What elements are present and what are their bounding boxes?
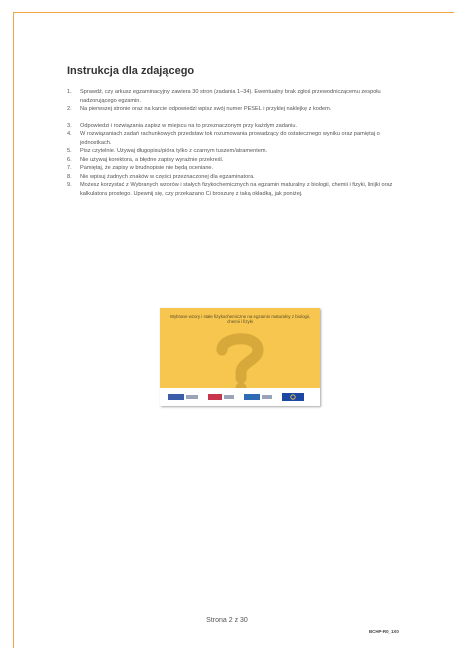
- list-item: [67, 173, 397, 182]
- item-number: 7.: [67, 165, 72, 171]
- list-item: [67, 164, 397, 173]
- item-text: W rozwiązaniach zadań rachunkowych przedstaw tok rozumowania prowadzący do ostatecznego wyniku oraz pamiętaj o jednostkach.: [80, 131, 380, 146]
- item-text: Pisz czytelnie. Używaj długopisu/pióra tylko z czarnym tuszem/atramentem.: [80, 148, 268, 154]
- page-number: Strona 2 z 30: [206, 617, 248, 624]
- item-text: Nie używaj korektora, a błędne zapisy wyraźnie przekreśl.: [80, 156, 224, 163]
- list-item: [67, 130, 397, 147]
- brochure-cover-image: [160, 308, 320, 406]
- list-item: [67, 105, 397, 114]
- item-number: 9.: [67, 182, 72, 188]
- item-number: 4.: [67, 131, 72, 137]
- list-item: [67, 147, 397, 156]
- list-item: [67, 181, 397, 198]
- funding-logos-icon: [160, 388, 320, 406]
- item-text: Odpowiedzi i rozwiązania zapisz w miejscu na to przeznaczonym przy każdym zadaniu.: [80, 122, 298, 129]
- item-text: Nie wpisuj żadnych znaków w części przeznaczonej dla egzaminatora.: [80, 173, 255, 180]
- item-text: Pamiętaj, że zapisy w brudnopisie nie będą oceniane.: [80, 165, 214, 171]
- list-item: [67, 88, 397, 105]
- page-title: Instrukcja dla zdającego: [67, 65, 195, 77]
- item-number: 8.: [67, 173, 72, 180]
- list-spacer: [67, 114, 397, 122]
- list-item: [67, 156, 397, 165]
- brochure-logo-strip: [160, 388, 320, 406]
- item-text: Możesz korzystać z Wybranych wzorów i stałych fizykochemicznych na egzamin maturalny z biologii, chemii i fizyki, linijki oraz kalkulatora prostego. Upewnij się, czy przekazano Ci broszurę z taką okładką, jak poniżej.: [80, 182, 393, 197]
- item-number: 6.: [67, 156, 72, 163]
- item-number: 1.: [67, 89, 72, 95]
- brochure-title: Wybrane wzory i stałe fizykochemiczne na egzamin maturalny z biologii, chemii i fizyki: [169, 314, 311, 325]
- item-text: Na pierwszej stronie oraz na karcie odpowiedzi wpisz swój numer PESEL i przyklej naklejkę z kodem.: [80, 106, 332, 112]
- item-number: 2.: [67, 106, 72, 112]
- item-number: 3.: [67, 122, 72, 129]
- document-code: BCHP-R0_1X0: [369, 629, 399, 634]
- item-text: Sprawdź, czy arkusz egzaminacyjny zawiera 30 stron (zadania 1–34). Ewentualny brak zgłoś przewodniczącemu zespołu nadzorującego egzamin.: [80, 89, 381, 104]
- list-item: [67, 122, 397, 131]
- item-number: 5.: [67, 148, 72, 154]
- instruction-list: [67, 88, 397, 198]
